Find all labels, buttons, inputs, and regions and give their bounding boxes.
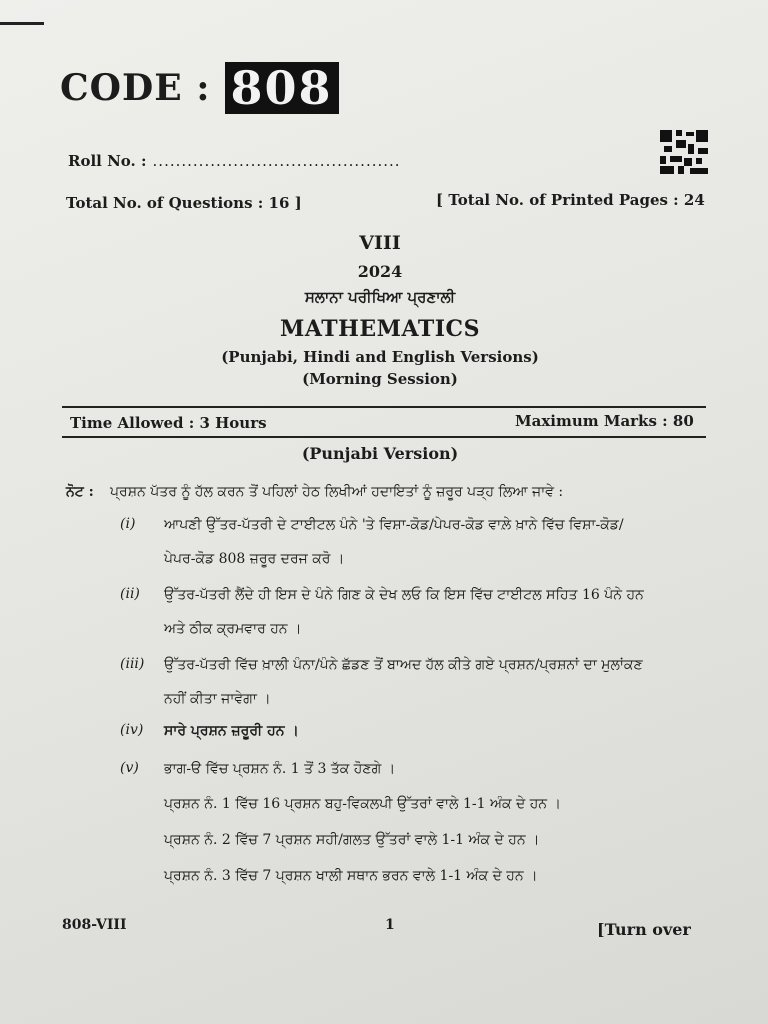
total-questions: Total No. of Questions : 16 ] (66, 194, 302, 212)
code-label: CODE : (60, 67, 211, 109)
instruction-line: ਆਪਣੀ ਉੱਤਰ-ਪੱਤਰੀ ਦੇ ਟਾਈਟਲ ਪੰਨੇ 'ਤੇ ਵਿਸ਼ਾ-ਕੋਡ/ਪੇਪਰ-ਕੋਡ ਵਾਲ਼ੇ ਖ਼ਾਨੇ ਵਿੱਚ ਵਿਸ਼ਾ-ਕੋਡ/ (164, 517, 624, 533)
note-label: ਨੋਟ : (66, 484, 94, 500)
sub-instruction: ਪ੍ਰਸ਼ਨ ਨੰ. 3 ਵਿੱਚ 7 ਪ੍ਰਸ਼ਨ ਖਾਲੀ ਸਥਾਨ ਭਰਨ ਵਾਲੇ 1-1 ਅੰਕ ਦੇ ਹਨ । (164, 868, 538, 884)
roll-number-field (68, 152, 401, 170)
footer-page-number: 1 (385, 917, 395, 933)
roll-dots: ........................................... (152, 152, 401, 170)
code-value: 808 (225, 62, 339, 114)
instruction-line: ਪੇਪਰ-ਕੋਡ 808 ਜ਼ਰੂਰ ਦਰਜ ਕਰੋ । (164, 551, 345, 567)
instruction-line: ਅਤੇ ਠੀਕ ਕ੍ਰਮਵਾਰ ਹਨ । (164, 621, 302, 637)
time-allowed: Time Allowed : 3 Hours (70, 414, 267, 432)
punjabi-version-heading: (Punjabi Version) (301, 444, 459, 463)
versions-line: (Punjabi, Hindi and English Versions) (221, 348, 539, 366)
code-row (60, 58, 339, 118)
instruction-number: (iv) (120, 722, 144, 738)
instruction-line: ਭਾਗ-ੳ ਵਿੱਚ ਪ੍ਰਸ਼ਨ ਨੰ. 1 ਤੋਂ 3 ਤੱਕ ਹੋਣਗੇ । (164, 761, 396, 777)
session-line: (Morning Session) (302, 370, 458, 388)
exam-year: 2024 (357, 262, 403, 281)
note (66, 484, 563, 500)
max-marks: Maximum Marks : 80 (515, 412, 694, 430)
instruction-number: (v) (120, 760, 139, 776)
instruction-number: (i) (120, 516, 136, 532)
footer-paper-code: 808-VIII (62, 917, 127, 933)
divider-bottom (62, 436, 706, 438)
footer-turn-over: [Turn over (597, 920, 691, 939)
exam-system: ਸਲਾਨਾ ਪਰੀਖਿਆ ਪ੍ਰਣਾਲੀ (304, 288, 456, 306)
divider-top (62, 406, 706, 408)
roll-label: Roll No. : (68, 152, 147, 170)
instruction-number: (iii) (120, 656, 145, 672)
instruction-line: ਉੱਤਰ-ਪੱਤਰੀ ਵਿੱਚ ਖ਼ਾਲੀ ਪੰਨਾ/ਪੰਨੇ ਛੱਡਣ ਤੋਂ ਬਾਅਦ ਹੱਲ ਕੀਤੇ ਗਏ ਪ੍ਰਸ਼ਨ/ਪ੍ਰਸ਼ਨਾਂ ਦਾ ਮੁਲਾਂਕਣ (164, 657, 643, 673)
instruction-line: ਸਾਰੇ ਪ੍ਰਸ਼ਨ ਜ਼ਰੂਰੀ ਹਨ । (164, 723, 299, 739)
instruction-line: ਨਹੀਂ ਕੀਤਾ ਜਾਵੇਗਾ । (164, 691, 271, 707)
corner-mark (0, 22, 44, 25)
class-label: VIII (359, 232, 401, 254)
instruction-line: ਉੱਤਰ-ਪੱਤਰੀ ਲੈਂਦੇ ਹੀ ਇਸ ਦੇ ਪੰਨੇ ਗਿਣ ਕੇ ਦੇਖ ਲਓ ਕਿ ਇਸ ਵਿੱਚ ਟਾਈਟਲ ਸਹਿਤ 16 ਪੰਨੇ ਹਨ (164, 587, 644, 603)
qr-code-icon (660, 130, 708, 174)
sub-instruction: ਪ੍ਰਸ਼ਨ ਨੰ. 2 ਵਿੱਚ 7 ਪ੍ਰਸ਼ਨ ਸਹੀ/ਗਲਤ ਉੱਤਰਾਂ ਵਾਲੇ 1-1 ਅੰਕ ਦੇ ਹਨ । (164, 832, 540, 848)
sub-instruction: ਪ੍ਰਸ਼ਨ ਨੰ. 1 ਵਿੱਚ 16 ਪ੍ਰਸ਼ਨ ਬਹੁ-ਵਿਕਲਪੀ ਉੱਤਰਾਂ ਵਾਲੇ 1-1 ਅੰਕ ਦੇ ਹਨ । (164, 796, 561, 812)
instruction-number: (ii) (120, 586, 140, 602)
subject-title: MATHEMATICS (280, 316, 480, 342)
note-text: ਪ੍ਰਸ਼ਨ ਪੱਤਰ ਨੂੰ ਹੱਲ ਕਰਨ ਤੋਂ ਪਹਿਲਾਂ ਹੇਠ ਲਿਖੀਆਂ ਹਦਾਇਤਾਂ ਨੂੰ ਜ਼ਰੂਰ ਪੜ੍ਹ ਲਿਆ ਜਾਵੇ : (110, 484, 564, 500)
total-pages: [ Total No. of Printed Pages : 24 (436, 191, 705, 209)
